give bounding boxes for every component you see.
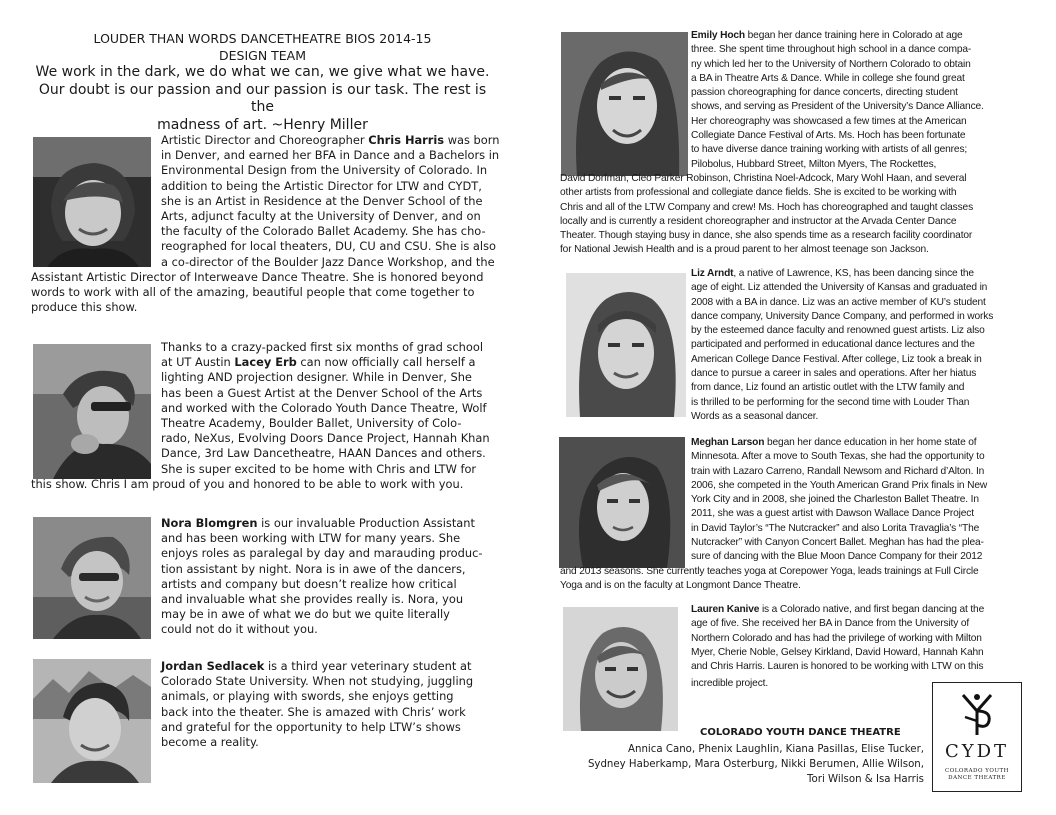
bio-line: dance company, University Dance Company, and performed in works: [691, 310, 994, 322]
bio-line: and Chris Harris. Lauren is honored to be working with LTW on this: [691, 661, 984, 673]
bio-line: incredible project.: [691, 678, 768, 690]
cydt-logo-subline: DANCE THEATRE: [948, 775, 1006, 781]
bio-text: is a third year veterinary student at: [264, 659, 472, 673]
quote-line: Our doubt is our passion and our passion is our task. The rest is the: [38, 81, 487, 115]
bio-line: Assistant Artistic Director of Interweave Dance Theatre. She is honored beyond: [31, 269, 484, 284]
page-subtitle: DESIGN TEAM: [218, 48, 307, 63]
bio-line: locally and is currently a resident choreographer and instructor at the Arvada Center Dance: [560, 215, 957, 227]
bio-line: from dance, Liz found an artistic outlet with the LTW family and: [691, 382, 965, 394]
bio-line: 2011, she was a guest artist with Dawson Wallace Dance Project: [691, 508, 974, 520]
bio-line: Colorado State University. When not studying, juggling: [161, 674, 474, 689]
bio-line: Northern Colorado and has had the privilege of working with Milton: [691, 632, 982, 644]
bio-line: three. She spent time throughout high school in a dance compa-: [691, 44, 972, 56]
bio-name: Lauren Kanive: [691, 604, 760, 615]
bio-line: Pilobolus, Hubbard Street, Milton Myers, The Rockettes,: [691, 158, 937, 170]
bio-line: Yoga and is on the faculty at Longmont Dance Theatre.: [560, 579, 801, 591]
cydt-logo-text: CYDT: [944, 741, 1010, 762]
bio-line: Thanks to a crazy-packed first six months of grad school: [161, 340, 483, 354]
bio-line: Nutcracker” with Canyon Concert Ballet. Meghan has had the plea-: [691, 537, 984, 549]
bio-text: began her dance training here in Colorado at age: [744, 30, 963, 41]
bio-line: David Dorfman, Cleo Parker Robinson, Christina Noel-Adcock, Mary Wohl Haan, and several: [560, 172, 967, 184]
bio-name: Lacey Erb: [234, 355, 297, 370]
bio-chris-harris: [31, 133, 499, 315]
bio-line: enjoys roles as paralegal by day and marauding produc-: [161, 546, 483, 561]
bio-line: age of five. She received her BA in Dance from the University of: [691, 618, 970, 630]
bio-line: shows, and serving as President of the University’s Dance Alliance.: [691, 101, 984, 113]
bio-line: rado, NeXus, Evolving Doors Dance Project, Hannah Khan: [161, 431, 490, 446]
bio-line: Theater. Though staying busy in dance, she also spends time as a research facility coordinator: [560, 230, 973, 242]
bio-line: Words as a seasonal dancer.: [691, 410, 819, 422]
bio-line: She is super excited to be home with Chris and LTW for: [161, 461, 477, 476]
bio-name: Jordan Sedlacek: [161, 659, 265, 673]
dancer-logo-icon: [957, 689, 997, 739]
bio-line: words to work with all of the amazing, beautiful people that come together to: [31, 285, 475, 300]
bio-line: and 2013 seasons. She currently teaches yoga at Corepower Yoga, leads trainings at Full Circle: [560, 565, 979, 577]
quote-line: madness of art. ~Henry Miller: [157, 116, 368, 133]
bio-line: and has been working with LTW for many years. She: [161, 531, 461, 546]
cydt-heading: COLORADO YOUTH DANCE THEATRE: [700, 727, 901, 738]
bio-text: , a native of Lawrence, KS, has been dancing since the: [733, 268, 974, 279]
bio-line: she is an Artist in Residence at the Denver School of the: [161, 193, 483, 208]
bio-text: began her dance education in her home state of: [764, 437, 977, 448]
bio-line: could not do it without you.: [161, 622, 318, 637]
bio-line: Environmental Design from the University of Colorado. In: [161, 163, 488, 178]
bio-meghan-larson: [560, 436, 987, 593]
bio-line: Chris and all of the LTW Company and crew! Ms. Hoch has choreographed and taught classes: [560, 201, 974, 213]
bio-text: Artistic Director and Choreographer: [161, 133, 369, 147]
bio-line: back into the theater. She is amazed with Chris’ work: [161, 704, 466, 719]
bio-line: participated and performed in educational dance lectures and the: [691, 339, 975, 351]
cydt-member-line: Sydney Haberkamp, Mara Osterburg, Nikki Berumen, Allie Wilson,: [587, 759, 924, 770]
bio-line: addition to being the Artistic Director for LTW and CYDT,: [161, 178, 482, 193]
quote: [30, 64, 495, 134]
bio-line: Myer, Cherie Noble, Gelsey Kirkland, David Howard, Hannah Kahn: [691, 646, 984, 658]
bio-line: ny which led her to the University of Northern Colorado to obtain: [691, 58, 971, 70]
bio-line: Theatre Academy, Boulder Ballet, University of Colo-: [161, 416, 462, 431]
bio-line: in Denver, and earned her BFA in Dance and a Bachelors in: [161, 148, 500, 163]
bio-line: this show. Chris I am proud of you and honored to be able to work with you.: [31, 476, 464, 491]
bio-nora-blomgren: [31, 516, 482, 638]
bio-line: a co-director of the Boulder Jazz Dance Workshop, and the: [161, 254, 495, 269]
bio-line: Dance, 3rd Law Dancetheatre, HAAN Dances and others.: [161, 446, 486, 461]
bio-line: may be in awe of what we do but we quite literally: [161, 607, 450, 622]
bio-line: York City and in 2008, she joined the Charleston Ballet Theatre. In: [691, 494, 979, 506]
bio-line: and grateful for the opportunity to help LTW’s shows: [161, 719, 461, 734]
bio-name: Liz Arndt: [691, 268, 734, 279]
bio-line: reographed for local theaters, DU, CU and CSU. She is also: [161, 239, 496, 254]
bio-line: age of eight. Liz attended the University of Kansas and graduated in: [691, 282, 988, 294]
bio-lacey-erb: [31, 340, 490, 492]
cydt-members: [588, 742, 924, 787]
cydt-logo-subline: COLORADO YOUTH: [945, 768, 1009, 774]
bio-line: passion choreographing for dance concerts, directing student: [691, 87, 958, 99]
bio-line: has been a Guest Artist at the Denver School of the Arts: [161, 385, 483, 400]
bio-line: Arts, adjunct faculty at the University of Denver, and on: [161, 209, 481, 224]
bio-jordan-sedlacek: [31, 659, 473, 750]
bio-lauren-kanive: [560, 603, 984, 692]
bio-line: animals, or playing with swords, she enjoys getting: [161, 689, 454, 704]
cydt-logo: [932, 682, 1022, 792]
bio-line: American College Dance Festival. After college, Liz took a break in: [691, 353, 982, 365]
bio-line: sure of dancing with the Blue Moon Dance Company for their 2012: [691, 551, 983, 563]
bio-line: Her choreography was showcased a few times at the American: [691, 115, 967, 127]
bio-line: Collegiate Dance Festival of Arts. Ms. Hoch has been fortunate: [691, 130, 966, 142]
bio-liz-arndt: [560, 267, 993, 424]
bio-line: lighting AND projection designer. While in Denver, She: [161, 370, 472, 385]
bio-text: at UT Austin: [161, 355, 235, 370]
bio-line: 2006, she competed in the Youth American Grand Prix finals in New: [691, 479, 988, 491]
bio-line: produce this show.: [31, 300, 138, 315]
bio-line: other artists from professional and collegiate dance fields. She is excited to be working with: [560, 187, 957, 199]
bio-name: Meghan Larson: [691, 437, 765, 448]
quote-line: We work in the dark, we do what we can, we give what we have.: [35, 64, 490, 80]
bio-line: become a reality.: [161, 735, 259, 750]
bio-line: tion assistant by night. Nora is in awe of the dancers,: [161, 561, 466, 576]
bio-line: for National Jewish Health and is a proud parent to her almost teenage son Jackson.: [560, 244, 929, 256]
bio-text: is our invaluable Production Assistant: [257, 516, 475, 530]
bio-line: by the esteemed dance faculty and renowned guest artists. Liz also: [691, 325, 985, 337]
bio-line: train with Lazaro Carreno, Randall Newsom and Richard d’Alton. In: [691, 465, 985, 477]
bio-text: was born: [444, 133, 500, 147]
bio-emily-hoch: [560, 29, 984, 258]
bio-line: and invaluable what she provides really is. Nora, you: [161, 592, 464, 607]
page-title: LOUDER THAN WORDS DANCETHEATRE BIOS 2014-15: [93, 31, 432, 46]
bio-line: 2008 with a BA in dance. Liz was an active member of KU’s student: [691, 296, 986, 308]
bio-line: Minnesota. After a move to South Texas, she had the opportunity to: [691, 451, 985, 463]
bio-name: Nora Blomgren: [161, 516, 258, 530]
page-header: [30, 30, 495, 64]
bio-line: a BA in Theatre Arts & Dance. While in college she found great: [691, 72, 965, 84]
bio-line: the faculty of the Colorado Ballet Academy. She has cho-: [161, 224, 486, 239]
cydt-logo-subtext: [933, 768, 1021, 782]
cydt-member-line: Tori Wilson & Isa Harris: [807, 774, 924, 785]
bio-line: dance to pursue a career in sales and operations. After her hiatus: [691, 368, 977, 380]
bio-line: is thrilled to be performing for the second time with Louder Than: [691, 396, 970, 408]
bio-line: to have diverse dance training working with artists of all genres;: [691, 144, 968, 156]
bio-name: Emily Hoch: [691, 30, 745, 41]
bio-line: artists and company but doesn’t realize how critical: [161, 576, 457, 591]
bio-text: can now officially call herself a: [296, 355, 476, 370]
cydt-member-line: Annica Cano, Phenix Laughlin, Kiana Pasillas, Elise Tucker,: [628, 744, 924, 755]
bio-line: in David Taylor’s “The Nutcracker” and also Lorita Travaglia’s “The: [691, 522, 980, 534]
bio-text: is a Colorado native, and first began dancing at the: [759, 604, 985, 615]
bio-name: Chris Harris: [368, 133, 445, 147]
bio-line: and worked with the Colorado Youth Dance Theatre, Wolf: [161, 400, 487, 415]
